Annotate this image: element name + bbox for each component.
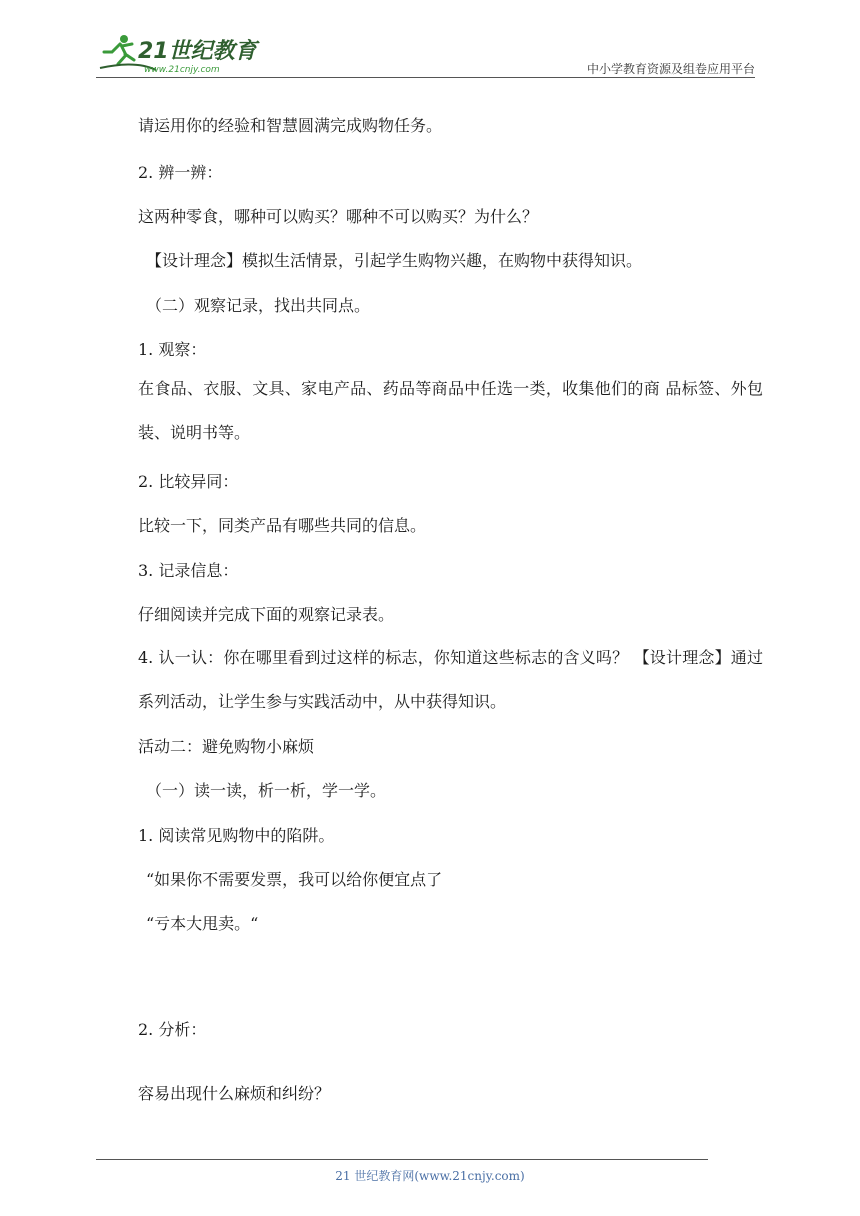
paragraph-13: 活动二：避免购物小麻烦	[138, 737, 315, 756]
page-header	[0, 0, 860, 80]
paragraph-16: “如果你不需要发票，我可以给你便宜点了	[146, 870, 443, 889]
paragraph-8: 2. 比较异同：	[138, 472, 239, 491]
paragraph-6: 1. 观察：	[138, 340, 207, 359]
logo-url-text: www.21cnjy.com	[144, 65, 220, 75]
paragraph-17: “亏本大甩卖。“	[146, 914, 259, 933]
paragraph-12: 4. 认一认：你在哪里看到过这样的标志，你知道这些标志的含义吗？ 【设计理念】通过系列活动，让学生参与实践活动中，从中获得知识。	[138, 648, 763, 711]
paragraph-3: 这两种零食，哪种可以购买？哪种不可以购买？为什么？	[138, 207, 539, 226]
footer-text: 21 世纪教育网(www.21cnjy.com)	[335, 1169, 525, 1183]
logo-graphic	[96, 30, 266, 76]
paragraph-15: 1. 阅读常见购物中的陷阱。	[138, 826, 335, 845]
paragraph-7: 在食品、衣服、文具、家电产品、药品等商品中任选一类，收集他们的商 品标签、外包装、说明书等。	[138, 379, 763, 442]
footer-divider	[96, 1159, 708, 1160]
paragraph-10: 3. 记录信息：	[138, 561, 239, 580]
header-divider	[96, 77, 755, 78]
paragraph-4: 【设计理念】模拟生活情景，引起学生购物兴趣，在购物中获得知识。	[146, 251, 643, 270]
site-logo	[96, 30, 266, 76]
paragraph-11: 仔细阅读并完成下面的观察记录表。	[138, 605, 395, 624]
paragraph-9: 比较一下，同类产品有哪些共同的信息。	[138, 516, 427, 535]
platform-text: 中小学教育资源及组卷应用平台	[586, 62, 755, 76]
paragraph-19: 容易出现什么麻烦和纠纷？	[138, 1084, 331, 1103]
paragraph-18: 2. 分析：	[138, 1020, 207, 1039]
paragraph-1: 请运用你的经验和智慧圆满完成购物任务。	[138, 116, 443, 135]
paragraph-5: （二）观察记录，找出共同点。	[146, 296, 371, 315]
paragraph-2: 2. 辨一辨：	[138, 163, 223, 182]
paragraph-14: （一）读一读，析一析，学一学。	[146, 781, 387, 800]
logo-main-text: 21世纪教育	[138, 39, 257, 64]
